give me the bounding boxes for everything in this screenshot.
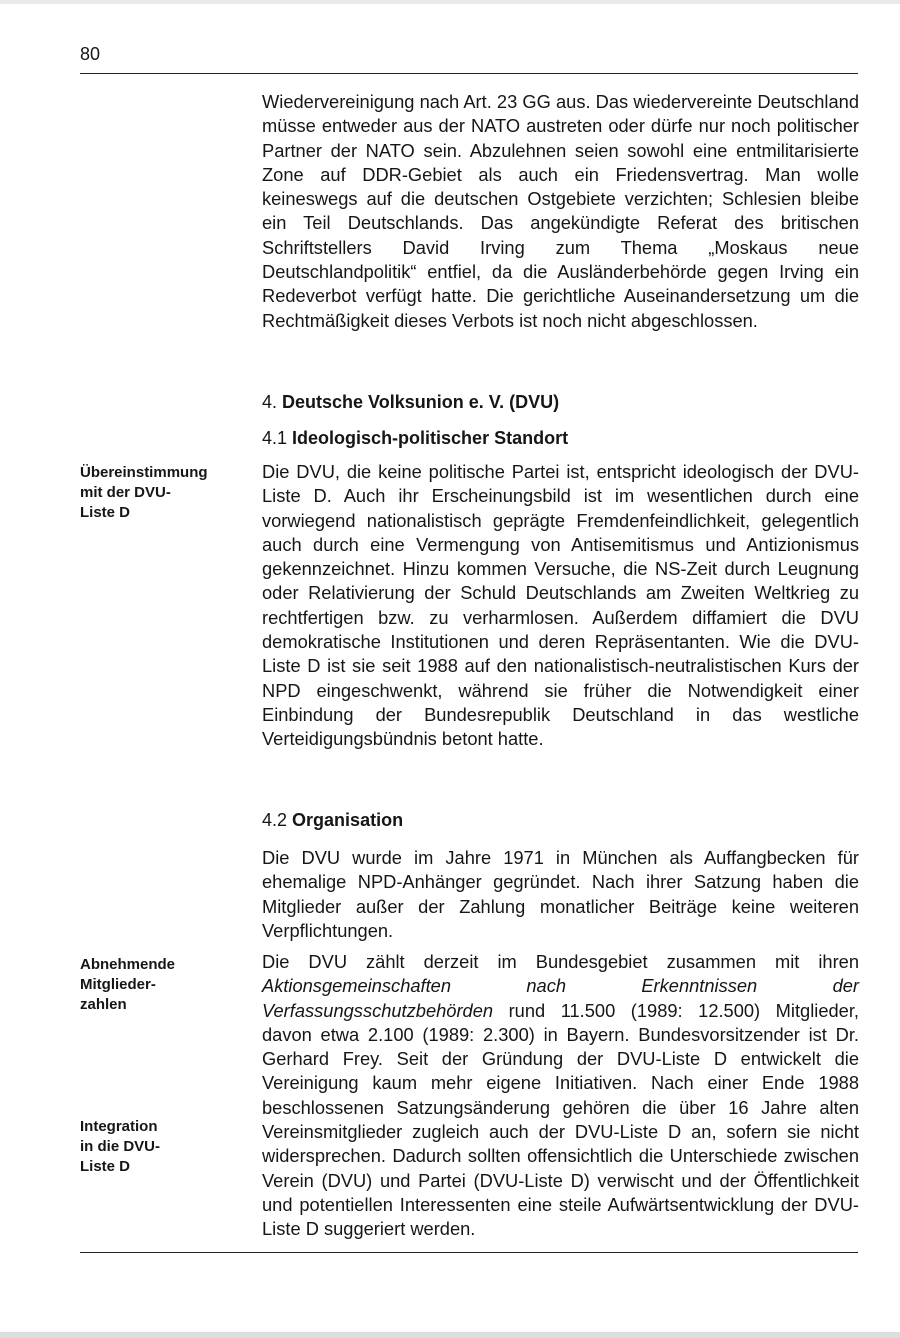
margin-note-line: Übereinstimmung <box>80 464 208 481</box>
margin-note-abnehmende <box>80 955 240 1015</box>
header-rule <box>80 73 858 74</box>
margin-note-uebereinstimmung <box>80 463 240 523</box>
paragraph-continuation: Wiedervereinigung nach Art. 23 GG aus. Das wiedervereinte Deutschland müsse entweder aus der NATO austreten oder dürfe nur noch politischer Partner der NATO sein. Abzulehnen seien sowohl eine entmilitarisierte Zone auf DDR-Gebiet als auch ein Friedensvertrag. Man wolle keineswegs auf die deutschen Ostgebiete verzichten; Schlesien bleibe ein Teil Deutschlands. Das angekündigte Referat des britischen Schriftstellers David Irving zum Thema „Moskaus neue Deutschlandpolitik“ entfiel, da die Ausländerbehörde gegen Irving ein Redeverbot verfügt hatte. Die gerichtliche Auseinandersetzung um die Rechtmäßigkeit dieses Verbots ist noch nicht abgeschlossen. <box>262 91 859 331</box>
margin-note-line: zahlen <box>80 996 127 1013</box>
section-heading-4 <box>262 392 559 413</box>
section-number: 4.1 <box>262 428 288 448</box>
membership-text-end: rund 11.500 (1989: 12.500) Mitglieder, davon etwa 2.100 (1989: 2.300) in Bayern. Bundesvorsitzender ist Dr. Gerhard Frey. Seit der Gründung der DVU-Liste D entwickelt die Vereinigung kaum mehr eigene Initiativen. Nach einer Ende 1988 beschlossenen Satzungsänderung gehören die über 16 Jahre alten Vereinsmitglieder zugleich auch der DVU-Liste D an, sofern sie nicht widersprechen. Dadurch sollten offensichtlich die Unterschiede zwischen Verein (DVU) und Partei (DVU-Liste D) verwischt und der Öffentlichkeit und potentiellen Interessenten eine steile Aufwärtsentwicklung der DVU-Liste D suggeriert werden. <box>262 999 859 1240</box>
page-bottom-edge <box>0 1332 900 1338</box>
margin-note-line: Abnehmende <box>80 956 176 973</box>
page-number: 80 <box>80 44 101 64</box>
margin-note-line: mit der DVU- <box>80 484 171 501</box>
margin-note-line: Integration <box>80 1118 158 1135</box>
paragraph-organisation: Die DVU wurde im Jahre 1971 in München als Auffangbecken für ehemalige NPD-Anhänger gegründet. Nach ihrer Satzung haben die Mitglieder außer der Zahlung monatlicher Beiträge keine weiteren Verpflichtungen. <box>262 847 859 941</box>
section-title: Deutsche Volksunion e. V. (DVU) <box>282 392 560 412</box>
section-heading-4-1 <box>262 428 568 449</box>
section-title: Ideologisch-politischer Standort <box>292 428 569 448</box>
margin-note-integration <box>80 1117 240 1177</box>
margin-note-line: Liste D <box>80 1158 131 1175</box>
membership-text-italic: Aktionsgemeinschaften nach Erkenntnissen der Verfassungsschutzbehörden <box>262 975 859 1021</box>
margin-note-line: Liste D <box>80 504 131 521</box>
margin-note-line: in die DVU- <box>80 1138 161 1155</box>
footer-rule <box>80 1252 858 1253</box>
membership-text-start: Die DVU zählt derzeit im Bundesgebiet zusammen mit ihren <box>262 951 859 972</box>
section-title: Organisation <box>292 810 404 830</box>
section-number: 4.2 <box>262 810 288 830</box>
margin-note-line: Mitglieder- <box>80 976 156 993</box>
section-number: 4. <box>262 392 278 412</box>
section-heading-4-2 <box>262 810 403 831</box>
paragraph-ideology: Die DVU, die keine politische Partei ist, entspricht ideologisch der DVU-Liste D. Auch ihr Erscheinungsbild ist im wesentlichen durch eine vorwiegend nationalistisch geprägte Fremdenfeindlichkeit, gelegentlich auch durch eine Vermengung von Antisemitismus und Antizionismus gekennzeichnet. Hinzu kommen Versuche, die NS-Zeit durch Leugnung oder Relativierung der Schuld Deutschlands am Zweiten Weltkrieg zu rechtfertigen bzw. zu verharmlosen. Außerdem diffamiert die DVU demokratische Institutionen und deren Repräsentanten. Wie die DVU-Liste D ist sie seit 1988 auf den nationalistisch-neutralistischen Kurs der NPD eingeschwenkt, während sie früher die Notwendigkeit einer Einbindung der Bundesrepublik Deutschland in das westliche Verteidigungsbündnis betont hatte. <box>262 461 859 750</box>
page-top-edge <box>0 0 900 4</box>
paragraph-membership <box>262 950 859 1242</box>
